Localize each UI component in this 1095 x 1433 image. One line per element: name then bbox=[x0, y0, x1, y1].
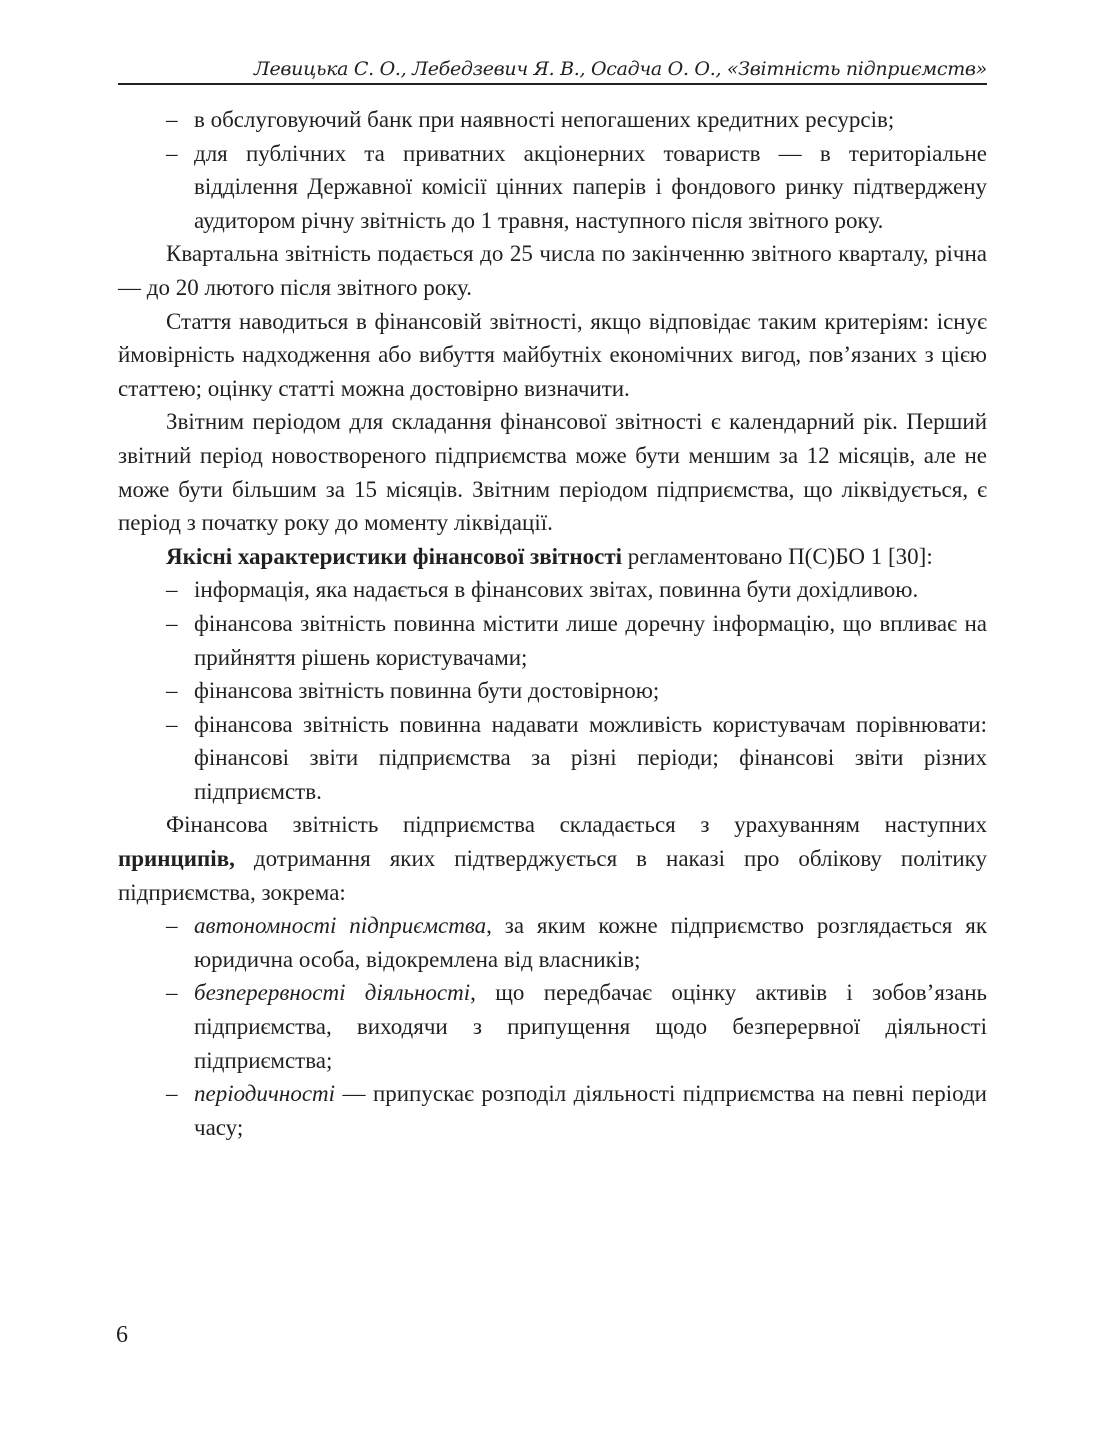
list-item bbox=[118, 909, 987, 976]
bullet-dash: – bbox=[166, 678, 178, 704]
bullet-dash: – bbox=[166, 140, 178, 166]
bullet-dash: – bbox=[166, 1081, 178, 1107]
list-item bbox=[118, 103, 987, 137]
bold-term: принципів, bbox=[118, 846, 235, 872]
body-text bbox=[118, 103, 987, 1144]
paragraph-text: регламентовано П(С)БО 1 [30]: bbox=[622, 543, 933, 569]
bullet-dash: – bbox=[166, 107, 178, 132]
paragraph: Звітним періодом для складання фінансової звітності є календарний рік. Перший звітний період новоствореного підприємства може бути меншим за 12 місяців, але не може бути більшим за 15 місяців. Звітним періодом підприємства, що ліквідується, є період з початку року до моменту ліквідації. bbox=[118, 409, 987, 536]
list-item-text: фінансова звітність повинна надавати можливість користувачам порівнювати: фінансові звіти підприємства за різні періоди; фінансові звіти різних підприємств. bbox=[194, 711, 987, 804]
list-item-text: , що передбачає оцінку активів і зобов’язань підприємства, виходячи з припущення щодо безперервної діяльності підприємства; bbox=[194, 980, 987, 1073]
paragraph-text: дотримання яких підтверджується в наказі про облікову політику підприємства, зокрема: bbox=[118, 846, 987, 905]
running-header: Левицька С. О., Лебедзевич Я. В., Осадча О. О., «Звітність підприємств» bbox=[253, 58, 987, 80]
italic-term: автономності підприємства bbox=[194, 913, 487, 939]
list-item-text: інформація, яка надається в фінансових звітах, повинна бути дохідливою. bbox=[194, 577, 919, 603]
list-item bbox=[118, 674, 987, 708]
list-item-text: фінансова звітність повинна бути достовірною; bbox=[194, 678, 660, 704]
list-item-text: фінансова звітність повинна містити лише доречну інформацію, що впливає на прийняття рішень користувачами; bbox=[194, 610, 987, 670]
paragraph-text: Фінансова звітність підприємства складається з урахуванням наступних bbox=[166, 812, 987, 838]
list-item-text: , за яким кожне підприємство розглядається як юридична особа, відокремлена від власників; bbox=[194, 913, 987, 972]
list-item bbox=[118, 573, 987, 607]
paragraph: Квартальна звітність подається до 25 числа по закінченню звітного кварталу, річна — до 20 лютого після звітного року. bbox=[118, 241, 987, 300]
list-item-text: — припускає розподіл діяльності підприємства на певні періоди часу; bbox=[194, 1081, 987, 1140]
list-item bbox=[118, 976, 987, 1077]
header-rule bbox=[118, 83, 987, 85]
bullet-dash: – bbox=[166, 913, 178, 939]
paragraph bbox=[118, 540, 987, 574]
italic-term: періодичності bbox=[194, 1081, 336, 1107]
bold-term: Якісні характеристики фінансової звітності bbox=[166, 543, 623, 569]
list-item-text: в обслуговуючий банк при наявності непогашених кредитних ресурсів; bbox=[194, 107, 895, 132]
page-number: 6 bbox=[116, 1322, 128, 1348]
italic-term: безперервності діяльності bbox=[194, 980, 471, 1006]
list-item-text: для публічних та приватних акціонерних товариств — в територіальне відділення Державної комісії цінних паперів і фондового ринку підтверджену аудитором річну звітність до 1 травня, наступного після звітного року. bbox=[194, 140, 987, 233]
list-item bbox=[118, 137, 987, 238]
paragraph: Стаття наводиться в фінансовій звітності, якщо відповідає таким критеріям: існує ймовірність надходження або вибуття майбутніх економічних вигод, пов’язаних з цією статтею; оцінку статті можна достовірно визначити. bbox=[118, 308, 987, 401]
list-item bbox=[118, 1077, 987, 1144]
bullet-dash: – bbox=[166, 711, 178, 737]
paragraph bbox=[118, 808, 987, 909]
bullet-dash: – bbox=[166, 610, 178, 636]
bullet-dash: – bbox=[166, 980, 178, 1006]
list-item bbox=[118, 708, 987, 809]
bullet-dash: – bbox=[166, 577, 178, 603]
list-item bbox=[118, 607, 987, 674]
